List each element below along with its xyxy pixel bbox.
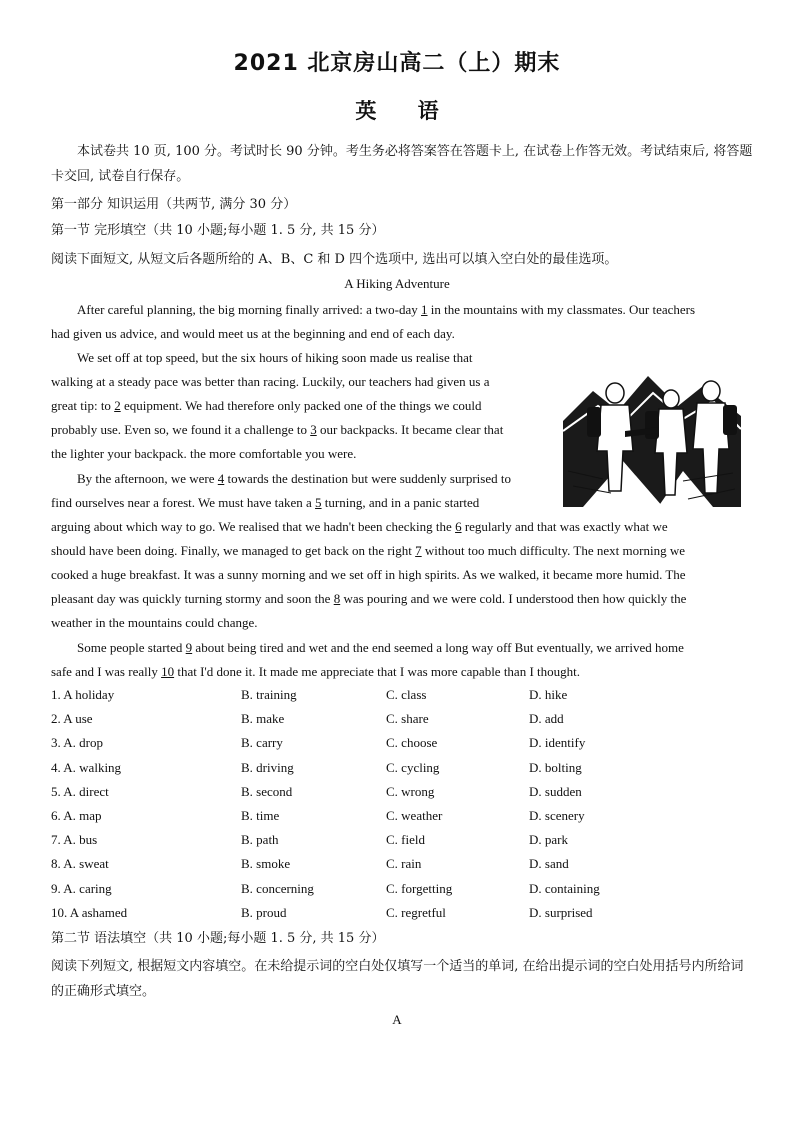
text: After careful planning, the big morning finally arrived: a two-day [77, 302, 422, 317]
text: had given us advice, and would meet us at the beginning and end of each day. [51, 326, 455, 341]
option: B. time [241, 807, 280, 823]
section1-direction: 阅读下面短文, 从短文后各题所给的 A、B、C 和 D 四个选项中, 选出可以填入空白处的最佳选项。 [51, 252, 618, 267]
option: D. scenery [529, 807, 585, 823]
section1-heading: 第一节 完形填空（共 10 小题;每小题 1. 5 分, 共 15 分） [51, 223, 385, 238]
blank-9: 9 [185, 640, 193, 655]
option: C. wrong [386, 783, 435, 799]
blank-5: 5 [315, 495, 322, 510]
option: C. class [386, 687, 427, 702]
option-row [51, 709, 751, 733]
option: D. park [529, 832, 568, 848]
option: D. sand [529, 856, 569, 872]
option: 4. A. walking [51, 759, 122, 775]
option: B. training [241, 687, 297, 702]
option: D. hike [529, 687, 568, 702]
text: in the mountains with my classmates. Our teachers [427, 302, 696, 317]
section2-direction: 阅读下列短文, 根据短文内容填空。在未给提示词的空白处仅填写一个适当的单词, 在给出提示词的空白处用括号内所给词的正确形式填空。 [51, 959, 744, 999]
text: weather in the mountains could change. [51, 615, 258, 630]
text: should have been doing. Finally, we managed to get back on the right [51, 543, 416, 558]
blank-3: 3 [310, 422, 317, 437]
text: find ourselves near a forest. We must have taken a [51, 495, 316, 510]
option: B. second [241, 783, 293, 799]
blank-2: 2 [114, 398, 121, 413]
subject-title: 英 语 [355, 99, 439, 123]
option: 10. A ashamed [51, 904, 128, 920]
option: C. choose [386, 735, 438, 751]
option: 7. A. bus [51, 832, 98, 848]
option-row [51, 758, 751, 782]
option: D. surprised [529, 904, 593, 920]
option: 2. A use [51, 711, 93, 727]
blank-8: 8 [333, 591, 341, 606]
text: Some people started [77, 640, 186, 655]
text: about being tired and wet and the end seemed a long way off But eventually, we arrived home [192, 640, 684, 655]
option-row [51, 685, 751, 709]
option-row [51, 903, 751, 927]
option: 9. A. caring [51, 880, 112, 896]
option: D. add [529, 711, 564, 727]
text: our backpacks. It became clear that [316, 422, 504, 437]
text: equipment. We had therefore only packed one of the things we could [120, 398, 482, 413]
text: We set off at top speed, but the six hours of hiking soon made us realise that [77, 350, 473, 365]
paragraph-4 [51, 636, 751, 684]
option: B. driving [241, 759, 294, 775]
section2-heading: 第二节 语法填空（共 10 小题;每小题 1. 5 分, 共 15 分） [51, 931, 385, 946]
text: turning, and in a panic started [321, 495, 480, 510]
option-row [51, 879, 751, 903]
text: the lighter your backpack. the more comfortable you were. [51, 446, 357, 461]
option: C. regretful [386, 904, 446, 920]
option: C. forgetting [386, 880, 453, 896]
paragraph-2 [51, 346, 541, 466]
text: regularly and that was exactly what we [461, 519, 668, 534]
option: B. path [241, 832, 279, 848]
text: great tip: to [51, 398, 115, 413]
option: D. bolting [529, 759, 582, 775]
text: walking at a steady pace was better than racing. Luckily, our teachers had given us a [51, 374, 490, 389]
option: 8. A. sweat [51, 856, 109, 872]
option: D. identify [529, 735, 586, 751]
option: 6. A. map [51, 807, 102, 823]
text: pleasant day was quickly turning stormy and soon the [51, 591, 334, 606]
option: C. field [386, 832, 425, 848]
option: B. carry [241, 735, 283, 751]
text: without too much difficulty. The next morning we [421, 543, 685, 558]
option: B. make [241, 711, 285, 727]
passage-label: A [392, 1012, 402, 1027]
option: D. sudden [529, 783, 582, 799]
option-row [51, 782, 751, 806]
option-row [51, 806, 751, 830]
blank-10: 10 [161, 664, 175, 679]
exam-info: 本试卷共 10 页, 100 分。考试时长 90 分钟。考生务必将答案答在答题卡上, 在试卷上作答无效。考试结束后, 将答题卡交回, 试卷自行保存。 [51, 144, 753, 184]
option: B. concerning [241, 880, 314, 896]
option: C. rain [386, 856, 422, 872]
text: arguing about which way to go. We realised that we hadn't been checking the [51, 519, 456, 534]
answer-options [51, 685, 751, 927]
option: C. share [386, 711, 429, 727]
text: that I'd done it. It made me appreciate that I was more capable than I thought. [174, 664, 581, 679]
paragraph-1 [51, 298, 751, 346]
passage-title: A Hiking Adventure [344, 276, 450, 291]
text: cooked a huge breakfast. It was a sunny morning and we set off in high spirits. As we walked, it became more humid. The [51, 567, 686, 582]
option: D. containing [529, 880, 600, 896]
option: C. cycling [386, 759, 440, 775]
blank-4: 4 [217, 471, 225, 486]
text: safe and I was really [51, 664, 162, 679]
text: was pouring and we were cold. I understood then how quickly the [340, 591, 687, 606]
text: towards the destination but were suddenly surprised to [224, 471, 511, 486]
option: 3. A. drop [51, 735, 103, 751]
blank-1: 1 [421, 302, 428, 317]
option-row [51, 854, 751, 878]
text: probably use. Even so, we found it a challenge to [51, 422, 311, 437]
option: B. proud [241, 904, 287, 920]
option: 5. A. direct [51, 783, 109, 799]
option-row [51, 733, 751, 757]
option-row [51, 830, 751, 854]
option: B. smoke [241, 856, 291, 872]
blank-6: 6 [455, 519, 462, 534]
blank-7: 7 [415, 543, 422, 558]
page-title: 2021 北京房山高二（上）期末 [233, 51, 561, 76]
option: 1. A holiday [51, 687, 115, 702]
paragraph-3 [51, 467, 751, 635]
text: By the afternoon, we were [77, 471, 218, 486]
part1-heading: 第一部分 知识运用（共两节, 满分 30 分） [51, 197, 297, 212]
option: C. weather [386, 807, 443, 823]
